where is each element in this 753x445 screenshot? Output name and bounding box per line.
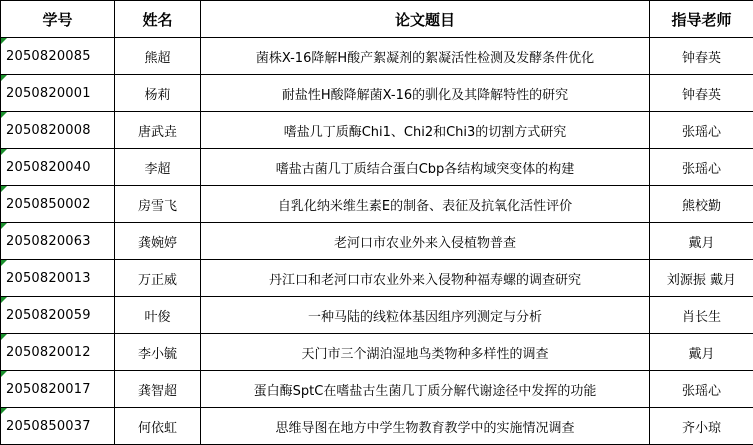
name-cell[interactable]: 杨莉 xyxy=(115,75,201,112)
advisor-cell[interactable]: 戴月 xyxy=(650,334,753,371)
student-id-cell[interactable] xyxy=(1,223,115,260)
name-cell[interactable]: 龚智超 xyxy=(115,371,201,408)
student-id-cell[interactable] xyxy=(1,38,115,75)
table-row xyxy=(1,75,753,112)
header-student-id[interactable]: 学号 xyxy=(1,1,115,38)
thesis-title-cell[interactable]: 嗜盐古菌几丁质结合蛋白Cbp各结构域突变体的构建 xyxy=(201,149,650,186)
header-name[interactable]: 姓名 xyxy=(115,1,201,38)
student-id-text: 2050820063 xyxy=(6,234,91,249)
number-as-text-indicator-icon xyxy=(1,260,7,266)
number-as-text-indicator-icon xyxy=(1,186,7,192)
thesis-title-cell[interactable]: 思维导图在地方中学生物教育教学中的实施情况调查 xyxy=(201,408,650,445)
number-as-text-indicator-icon xyxy=(1,149,7,155)
table-row xyxy=(1,112,753,149)
student-id-text: 2050820017 xyxy=(6,382,91,397)
advisor-cell[interactable]: 刘源振 戴月 xyxy=(650,260,753,297)
table-row xyxy=(1,38,753,75)
student-id-text: 2050820008 xyxy=(6,123,91,138)
student-id-text: 2050850002 xyxy=(6,197,91,212)
number-as-text-indicator-icon xyxy=(1,297,7,303)
student-id-text: 2050820059 xyxy=(6,308,91,323)
advisor-cell[interactable]: 戴月 xyxy=(650,223,753,260)
thesis-title-cell[interactable]: 丹江口和老河口市农业外来入侵物种福寿螺的调查研究 xyxy=(201,260,650,297)
name-cell[interactable]: 李小毓 xyxy=(115,334,201,371)
number-as-text-indicator-icon xyxy=(1,223,7,229)
student-id-cell[interactable] xyxy=(1,112,115,149)
student-id-cell[interactable] xyxy=(1,149,115,186)
name-cell[interactable]: 李超 xyxy=(115,149,201,186)
number-as-text-indicator-icon xyxy=(1,112,7,118)
header-row xyxy=(1,1,753,38)
thesis-title-cell[interactable]: 自乳化纳米维生素E的制备、表征及抗氧化活性评价 xyxy=(201,186,650,223)
advisor-cell[interactable]: 钟春英 xyxy=(650,38,753,75)
table-row xyxy=(1,186,753,223)
student-id-cell[interactable] xyxy=(1,75,115,112)
table-row xyxy=(1,260,753,297)
thesis-title-cell[interactable]: 天门市三个湖泊湿地鸟类物种多样性的调查 xyxy=(201,334,650,371)
student-id-cell[interactable] xyxy=(1,371,115,408)
student-id-cell[interactable] xyxy=(1,260,115,297)
advisor-cell[interactable]: 肖长生 xyxy=(650,297,753,334)
number-as-text-indicator-icon xyxy=(1,371,7,377)
number-as-text-indicator-icon xyxy=(1,334,7,340)
table-row xyxy=(1,297,753,334)
advisor-cell[interactable]: 熊校勤 xyxy=(650,186,753,223)
name-cell[interactable]: 龚婉婷 xyxy=(115,223,201,260)
student-id-text: 2050850037 xyxy=(6,419,91,434)
advisor-cell[interactable]: 张瑶心 xyxy=(650,112,753,149)
student-id-text: 2050820040 xyxy=(6,160,91,175)
table-row xyxy=(1,371,753,408)
header-advisor[interactable]: 指导老师 xyxy=(650,1,753,38)
thesis-title-cell[interactable]: 蛋白酶SptC在嗜盐古生菌几丁质分解代谢途径中发挥的功能 xyxy=(201,371,650,408)
table-row xyxy=(1,408,753,445)
name-cell[interactable]: 房雪飞 xyxy=(115,186,201,223)
thesis-title-cell[interactable]: 一种马陆的线粒体基因组序列测定与分析 xyxy=(201,297,650,334)
number-as-text-indicator-icon xyxy=(1,408,7,414)
name-cell[interactable]: 唐武垚 xyxy=(115,112,201,149)
table-row xyxy=(1,149,753,186)
advisor-cell[interactable]: 齐小琼 xyxy=(650,408,753,445)
advisor-cell[interactable]: 张瑶心 xyxy=(650,371,753,408)
name-cell[interactable]: 叶俊 xyxy=(115,297,201,334)
name-cell[interactable]: 万正威 xyxy=(115,260,201,297)
thesis-title-cell[interactable]: 老河口市农业外来入侵植物普查 xyxy=(201,223,650,260)
student-id-text: 2050820085 xyxy=(6,49,91,64)
number-as-text-indicator-icon xyxy=(1,75,7,81)
student-id-cell[interactable] xyxy=(1,334,115,371)
advisor-cell[interactable]: 钟春英 xyxy=(650,75,753,112)
name-cell[interactable]: 何依虹 xyxy=(115,408,201,445)
student-id-cell[interactable] xyxy=(1,408,115,445)
student-id-text: 2050820013 xyxy=(6,271,91,286)
student-id-text: 2050820012 xyxy=(6,345,91,360)
student-id-cell[interactable] xyxy=(1,297,115,334)
table-header xyxy=(1,1,753,38)
table-row xyxy=(1,223,753,260)
student-id-cell[interactable] xyxy=(1,186,115,223)
thesis-title-cell[interactable]: 耐盐性H酸降解菌X-16的驯化及其降解特性的研究 xyxy=(201,75,650,112)
thesis-title-cell[interactable]: 菌株X-16降解H酸产絮凝剂的絮凝活性检测及发酵条件优化 xyxy=(201,38,650,75)
table-body xyxy=(1,38,753,445)
advisor-cell[interactable]: 张瑶心 xyxy=(650,149,753,186)
header-thesis-title[interactable]: 论文题目 xyxy=(201,1,650,38)
number-as-text-indicator-icon xyxy=(1,38,7,44)
thesis-title-cell[interactable]: 嗜盐几丁质酶Chi1、Chi2和Chi3的切割方式研究 xyxy=(201,112,650,149)
student-id-text: 2050820001 xyxy=(6,86,91,101)
name-cell[interactable]: 熊超 xyxy=(115,38,201,75)
table-row xyxy=(1,334,753,371)
